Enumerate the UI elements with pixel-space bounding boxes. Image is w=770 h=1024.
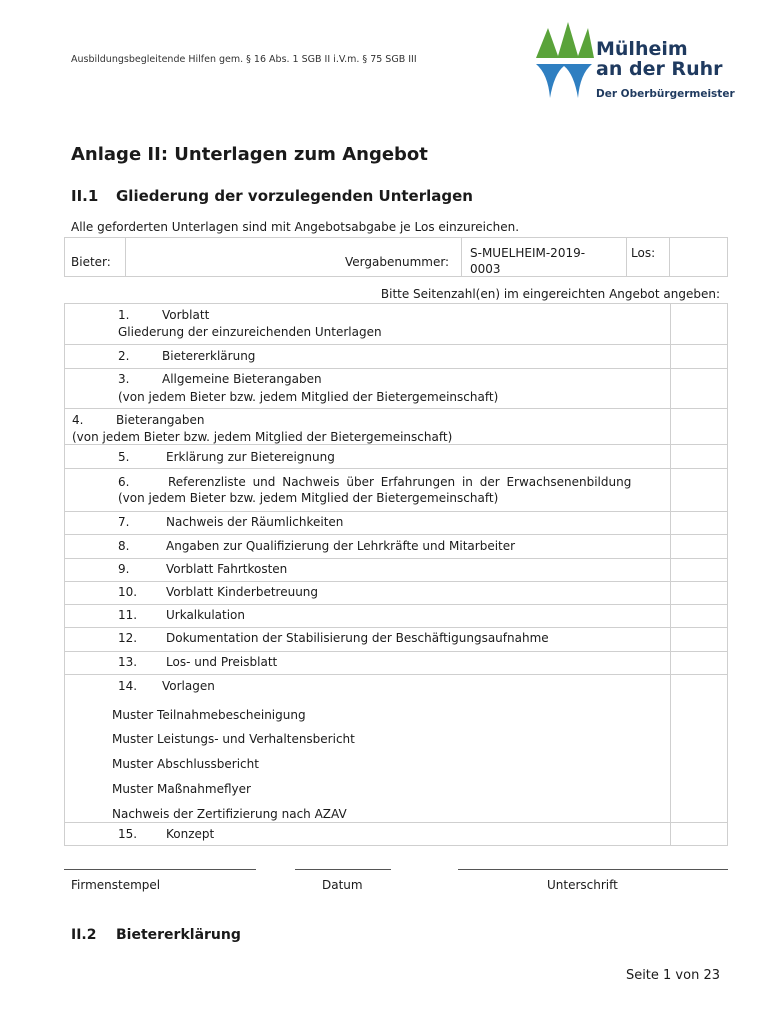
signature-line-unterschrift [458,869,728,870]
page-number: Seite 1 von 23 [625,968,720,983]
section-2-number: II.2 [71,927,97,943]
list-item-14-sub-3: Muster Abschlussbericht [112,757,259,771]
unterschrift-label: Unterschrift [547,878,618,892]
list-item-9: 9. Vorblatt Fahrtkosten [118,562,288,576]
logo-line-3: Der Oberbürgermeister [596,88,735,100]
vergabe-label: Vergabenummer: [345,255,450,269]
document-list [64,303,728,846]
logo-line-1: Mülheim [596,38,688,60]
list-item-12: 12. Dokumentation der Stabilisierung der Beschäftigungsaufnahme [118,631,549,645]
list-item-1-sub: Gliederung der einzureichenden Unterlagen [118,325,382,339]
info-table [64,237,728,277]
list-item-6: 6. Referenzliste und Nachweis über Erfahrungen in der Erwachsenenbildung [118,475,632,489]
vergabe-value-2: 0003 [470,262,501,276]
list-item-5: 5. Erklärung zur Bietereignung [118,450,335,464]
list-item-6-sub: (von jedem Bieter bzw. jedem Mitglied der Bietergemeinschaft) [118,491,499,505]
los-label: Los: [631,246,656,260]
signature-line-datum [295,869,391,870]
datum-label: Datum [322,878,363,892]
list-item-14-sub-4: Muster Maßnahmeflyer [112,782,251,796]
list-item-3: 3. Allgemeine Bieterangaben [118,372,322,386]
list-item-4-sub: (von jedem Bieter bzw. jedem Mitglied der Bietergemeinschaft) [72,430,453,444]
intro-text: Alle geforderten Unterlagen sind mit Angebotsabgabe je Los einzureichen. [71,220,520,234]
page-title: Anlage II: Unterlagen zum Angebot [71,144,428,165]
list-item-3-sub: (von jedem Bieter bzw. jedem Mitglied der Bietergemeinschaft) [118,390,499,404]
list-item-14-sub-2: Muster Leistungs- und Verhaltensbericht [112,732,355,746]
header-note: Ausbildungsbegleitende Hilfen gem. § 16 Abs. 1 SGB II i.V.m. § 75 SGB III [71,54,417,65]
list-item-15: 15. Konzept [118,827,215,841]
list-item-2: 2. Bietererklärung [118,349,256,363]
list-item-14-sub-5: Nachweis der Zertifizierung nach AZAV [112,807,347,821]
list-item-8: 8. Angaben zur Qualifizierung der Lehrkräfte und Mitarbeiter [118,539,516,553]
bieter-label: Bieter: [71,255,111,269]
seitenzahl-hint: Bitte Seitenzahl(en) im eingereichten Angebot angeben: [380,287,720,301]
city-logo [534,18,734,104]
logo-line-2: an der Ruhr [596,58,723,80]
section-1-title: Gliederung der vorzulegenden Unterlagen [116,187,473,205]
list-item-11: 11. Urkalkulation [118,608,246,622]
section-1-number: II.1 [71,187,99,205]
list-item-10: 10. Vorblatt Kinderbetreuung [118,585,319,599]
vergabe-value-1: S-MUELHEIM-2019- [470,246,586,260]
list-item-1: 1. Vorblatt [118,308,210,322]
list-item-14-sub-1: Muster Teilnahmebescheinigung [112,708,306,722]
list-item-13: 13. Los- und Preisblatt [118,655,278,669]
list-item-7: 7. Nachweis der Räumlichkeiten [118,515,344,529]
signature-line-firmenstempel [64,869,256,870]
logo-emblem-icon [534,18,594,104]
section-2-title: Bietererklärung [116,927,241,943]
firmenstempel-label: Firmenstempel [71,878,161,892]
list-item-14: 14. Vorlagen [118,679,215,693]
list-item-4: 4. Bieterangaben [72,413,205,427]
